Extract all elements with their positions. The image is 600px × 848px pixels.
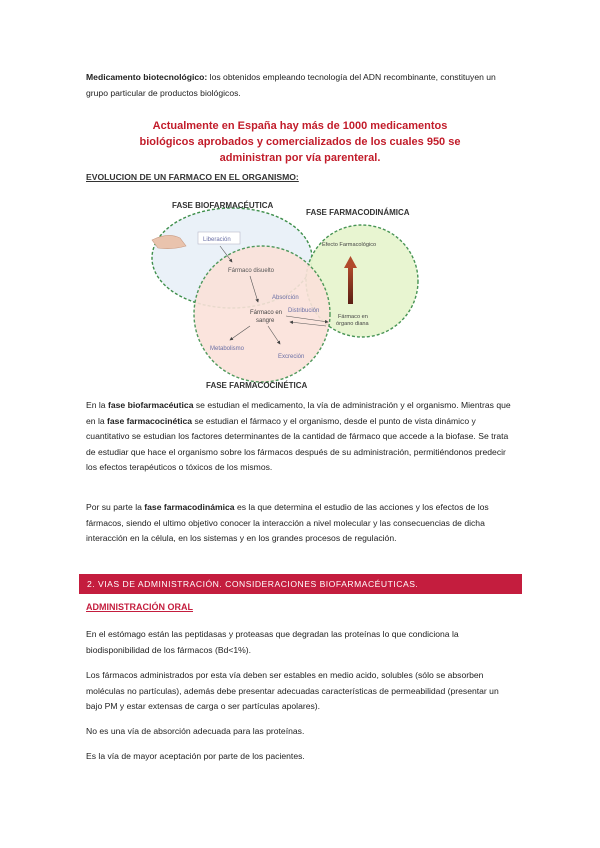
para1-bold-1: fase biofarmacéutica <box>107 400 194 410</box>
distribucion-label: Distribución <box>288 308 320 314</box>
paragraph-phases <box>86 398 516 476</box>
organo-label-2: órgano diana <box>336 321 369 327</box>
subsection-title: ADMINISTRACIÓN ORAL <box>86 602 193 612</box>
highlight-statement: Actualmente en España hay más de 1000 medicamentos biológicos aprobados y comercializados de los cuales 950 se administran por vía parenteral. <box>139 120 461 164</box>
farmaco-sangre-label-1: Fármaco en <box>250 310 283 316</box>
paragraph-oral-1: En el estómago están las peptidasas y proteasas que degradan las proteínas lo que condiciona la biodisponibilidad de los fármacos (Bd<1%). <box>86 629 459 655</box>
paragraph-farmacodinamica <box>86 500 516 547</box>
efecto-label: Efecto Farmacológico <box>322 242 377 248</box>
para2-text-2: es la que determina el estudio de las acciones y los efectos de los fármacos, siendo el ultimo objetivo conocer la interacción a nivel molecular y las consecuencias de dicha interacción en la célula, en los sistemas y en los grandes procesos de regulación. <box>86 502 489 544</box>
paragraph-oral-4: Es la vía de mayor aceptación por parte de los pacientes. <box>86 751 305 761</box>
farmaco-sangre-label-2: sangre <box>256 318 275 324</box>
para1-text-2: se estudian el medicamento, la vía de administración y el organismo. Mientras que en la <box>86 400 511 426</box>
section-heading-bar <box>79 574 522 594</box>
intro-text: los obtenidos empleando tecnología del ADN recombinante, constituyen un grupo particular de productos biológicos. <box>86 72 496 98</box>
metabolismo-label: Metabolismo <box>210 346 245 352</box>
farmacodin-phase-label: FASE FARMACODINÁMICA <box>306 208 410 217</box>
evolution-heading: EVOLUCION DE UN FARMACO EN EL ORGANISMO: <box>86 172 299 182</box>
para2-bold-1: fase farmacodinámica <box>144 502 235 512</box>
farmacocin-phase-label: FASE FARMACOCINÉTICA <box>206 381 308 390</box>
intro-paragraph <box>86 70 516 101</box>
pharmaco-phases-diagram <box>150 196 450 392</box>
effect-arrow-shaft <box>348 266 353 304</box>
absorcion-label: Absorción <box>272 295 299 301</box>
section-title: 2. VIAS DE ADMINISTRACIÓN. CONSIDERACIONES BIOFARMACÉUTICAS. <box>87 579 419 589</box>
para1-text-1: En la <box>86 400 108 410</box>
organo-label-1: Fármaco en <box>338 314 368 320</box>
para2-text-1: Por su parte la <box>86 502 145 512</box>
liberacion-label: Liberación <box>203 237 231 243</box>
paragraph-oral-3: No es una vía de absorción adecuada para las proteínas. <box>86 726 305 736</box>
excrecion-label: Excreción <box>278 354 305 360</box>
biofarm-phase-label: FASE BIOFARMACÉUTICA <box>172 201 274 210</box>
intro-term: Medicamento biotecnológico: <box>86 72 208 82</box>
para1-text-3: se estudian el fármaco y el organismo, desde el punto de vista dinámico y cuantitativo se estudian los factores determinantes de la cantidad de fármaco que accede a la biofase. Se trata de estudiar que hace el organismo sobre los fármacos después de su administración, permitiéndonos predecir los efectos terapéuticos o tóxicos de los mismos. <box>86 415 509 473</box>
para1-bold-2: fase farmacocinética <box>107 415 193 426</box>
farmaco-disuelto-label: Fármaco disuelto <box>228 268 275 274</box>
paragraph-oral-2: Los fármacos administrados por esta vía deben ser estables en medio acido, solubles (sólo se absorben moléculas no partículas), además debe presentar adecuadas características de permeabilidad (presentar un bajo PM y estar extensas de carga o ser partículas apolares). <box>86 670 499 712</box>
